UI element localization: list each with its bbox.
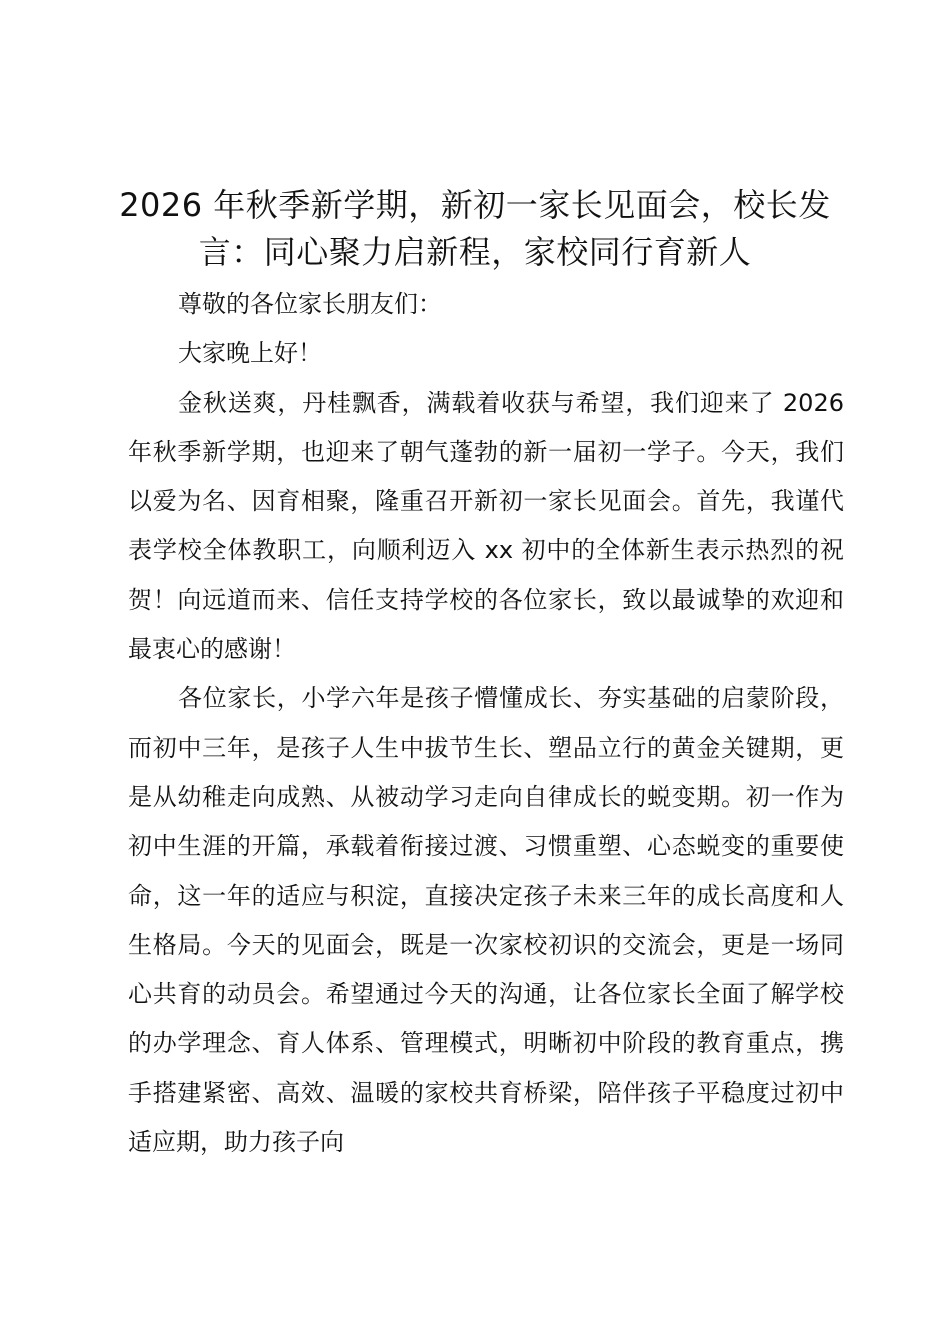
salutation-paragraph: 尊敬的各位家长朋友们： xyxy=(178,290,442,318)
document-title: 2026 年秋季新学期，新初一家长见面会，校长发言：同心聚力启新程，家校同行育新人 xyxy=(119,186,831,271)
body-paragraph-2: 各位家长，小学六年是孩子懵懂成长、夯实基础的启蒙阶段，而初中三年，是孩子人生中拔节生长、塑品立行的黄金关键期，更是从幼稚走向成熟、从被动学习走向自律成长的蜕变期。初一作为初中生涯的开篇，承载着衔接过渡、习惯重塑、心态蜕变的重要使命，这一年的适应与积淀，直接决定孩子未来三年的成长高度和人生格局。今天的见面会，既是一次家校初识的交流会，更是一场同心共育的动员会。希望通过今天的沟通，让各位家长全面了解学校的办学理念、育人体系、管理模式，明晰初中阶段的教育重点，携手搭建紧密、高效、温暖的家校共育桥梁，陪伴孩子平稳度过初中适应期，助力孩子向 xyxy=(128,684,844,1157)
body-paragraph-1: 金秋送爽，丹桂飘香，满载着收获与希望，我们迎来了 2026 年秋季新学期，也迎来了朝气蓬勃的新一届初一学子。今天，我们以爱为名、因育相聚，隆重召开新初一家长见面会。首先，我谨代表学校全体教职工，向顺利迈入 xx 初中的全体新生表示热烈的祝贺！向远道而来、信任支持学校的各位家长，致以最诚挚的欢迎和最衷心的感谢！ xyxy=(128,388,844,664)
document-body xyxy=(128,280,844,1167)
greeting-paragraph: 大家晚上好！ xyxy=(178,339,322,368)
